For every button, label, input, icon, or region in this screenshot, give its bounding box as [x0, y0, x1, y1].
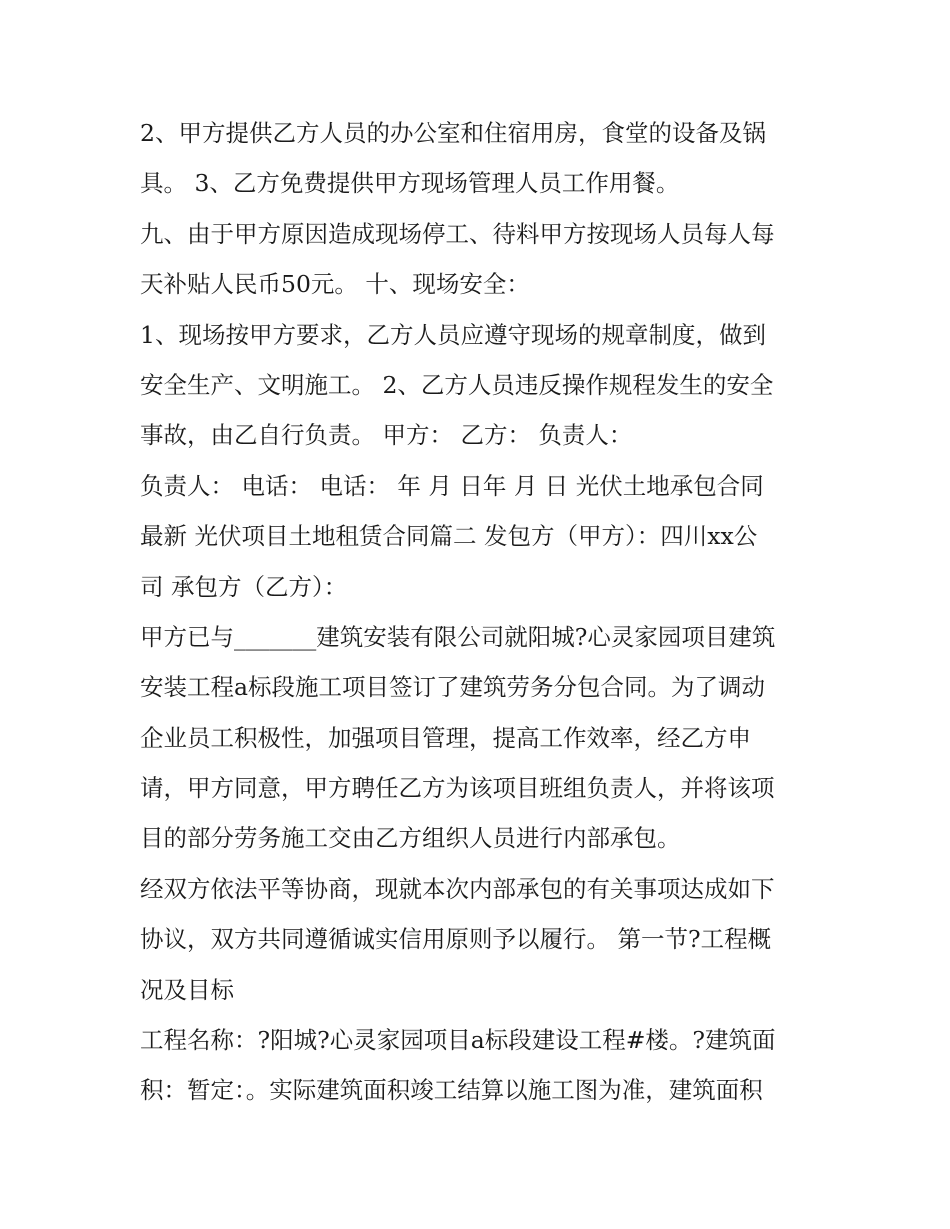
text-line: 安全生产、文明施工。 2、乙方人员违反操作规程发生的安全: [140, 370, 774, 399]
document-body: [140, 108, 830, 1116]
text-line: 企业员工积极性，加强项目管理，提高工作效率，经乙方申: [140, 723, 751, 752]
text-line: 积：暂定：。实际建筑面积竣工结算以施工图为准，建筑面积: [140, 1076, 763, 1105]
text-line: 负责人： 电话： 电话： 年 月 日年 月 日 光伏土地承包合同: [140, 471, 764, 500]
text-line: 事故，由乙自行负责。 甲方： 乙方： 负责人：: [140, 421, 633, 450]
text-line: 请，甲方同意，甲方聘任乙方为该项目班组负责人，并将该项: [140, 774, 775, 803]
text-line: 具。 3、乙方免费提供甲方现场管理人员工作用餐。: [140, 169, 680, 198]
text-line: 司 承包方（乙方）：: [140, 572, 348, 601]
text-line: 最新 光伏项目土地租赁合同篇二 发包方（甲方）：四川xx公: [140, 522, 758, 551]
text-line: 工程名称：?阳城?心灵家园项目a标段建设工程#楼。?建筑面: [140, 1026, 776, 1055]
text-line: 甲方已与_______建筑安装有限公司就阳城?心灵家园项目建筑: [140, 622, 776, 651]
text-line: 九、由于甲方原因造成现场停工、待料甲方按现场人员每人每: [140, 219, 775, 248]
text-line: 天补贴人民币50元。 十、现场安全：: [140, 270, 530, 299]
text-line: 安装工程a标段施工项目签订了建筑劳务分包合同。为了调动: [140, 673, 766, 702]
text-line: 1、现场按甲方要求，乙方人员应遵守现场的规章制度，做到: [140, 320, 766, 349]
text-line: 经双方依法平等协商，现就本次内部承包的有关事项达成如下: [140, 874, 775, 903]
text-line: 协议，双方共同遵循诚实信用原则予以履行。 第一节?工程概: [140, 925, 772, 954]
text-line: 目的部分劳务施工交由乙方组织人员进行内部承包。: [140, 824, 681, 853]
text-line: 况及目标: [140, 975, 234, 1004]
text-line: 2、甲方提供乙方人员的办公室和住宿用房，食堂的设备及锅: [140, 119, 766, 147]
